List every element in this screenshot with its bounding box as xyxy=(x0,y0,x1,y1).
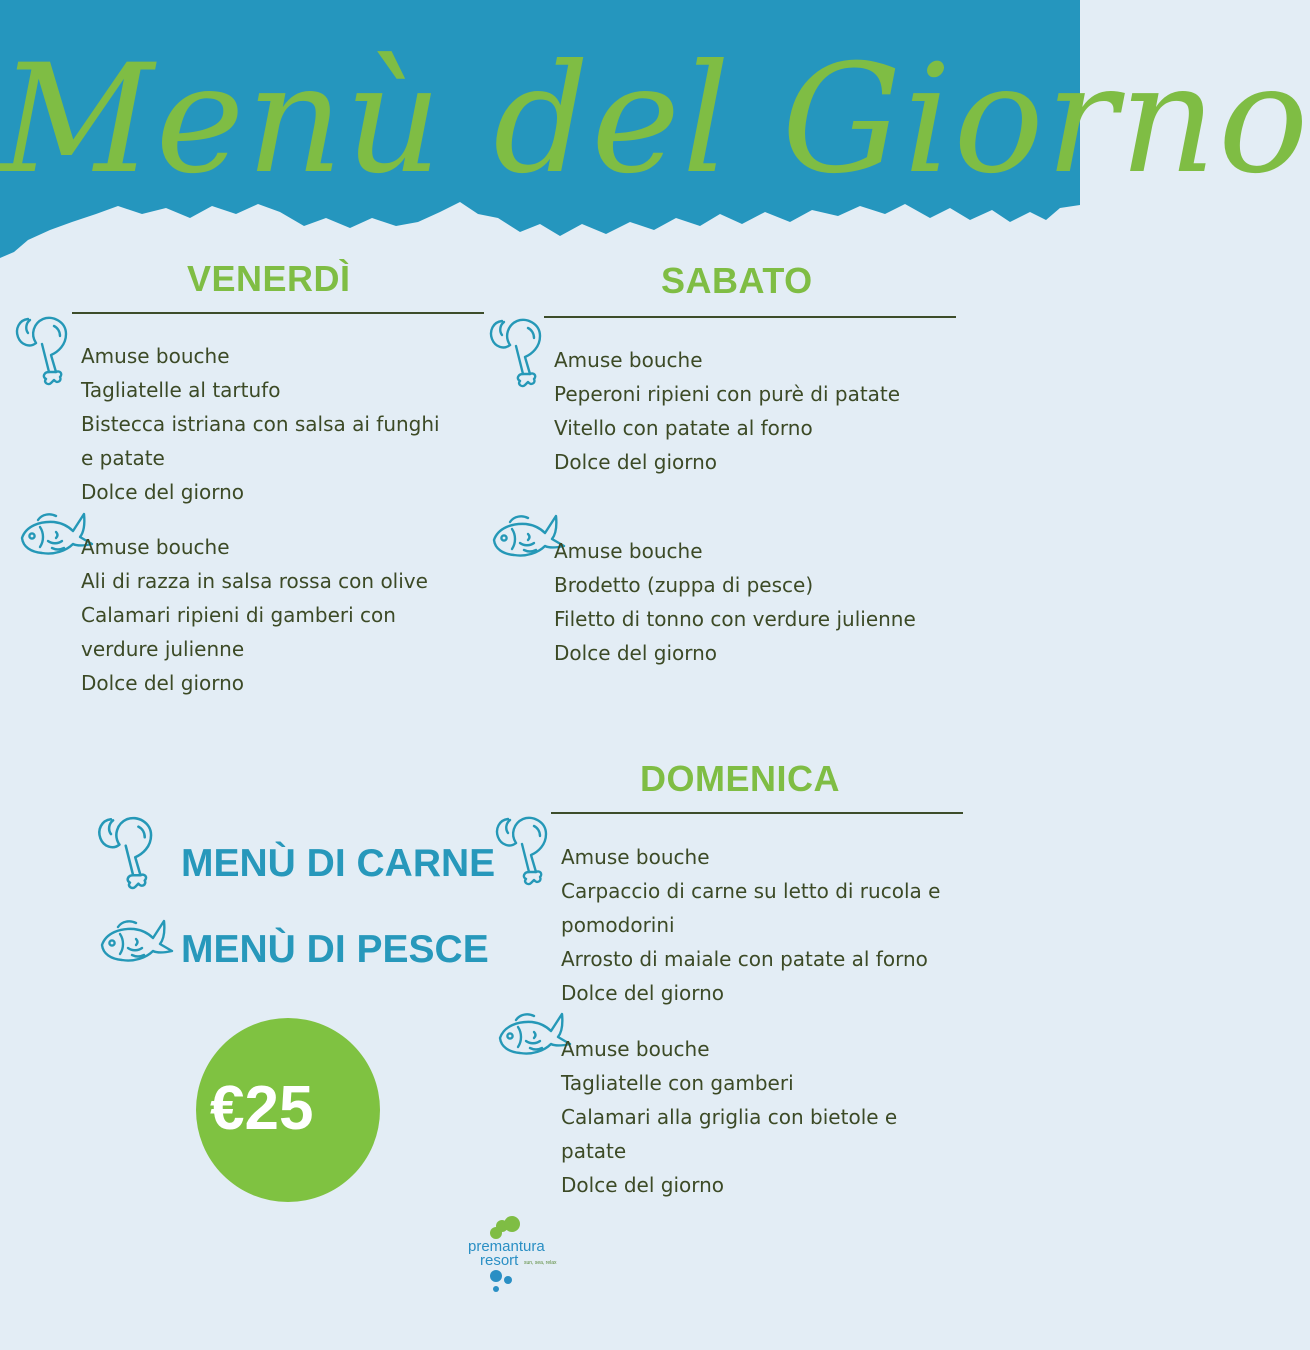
list-item: Amuse bouche xyxy=(81,535,230,559)
list-item: Brodetto (zuppa di pesce) xyxy=(554,573,814,597)
list-item: Amuse bouche xyxy=(554,348,703,372)
sabato-fish-list xyxy=(554,534,916,670)
list-item: verdure julienne xyxy=(81,637,245,661)
list-item: patate xyxy=(561,1139,627,1163)
fish-icon xyxy=(98,914,174,970)
domenica-fish-list xyxy=(561,1032,897,1202)
price-label: €25 xyxy=(210,1074,314,1143)
list-item: Amuse bouche xyxy=(561,845,710,869)
list-item: Peperoni ripieni con purè di patate xyxy=(554,382,901,406)
list-item: Dolce del giorno xyxy=(554,450,718,474)
list-item: Filetto di tonno con verdure julienne xyxy=(554,607,916,631)
logo-tagline: sun, sea, relax xyxy=(524,1260,557,1266)
list-item: Tagliatelle con gamberi xyxy=(561,1071,794,1095)
chicken-leg-icon xyxy=(14,314,80,386)
sabato-meat-list xyxy=(554,343,900,479)
list-item: Calamari alla griglia con bietole e xyxy=(561,1105,898,1129)
list-item: Ali di razza in salsa rossa con olive xyxy=(81,569,428,593)
page-title: Menù del Giorno xyxy=(0,33,1310,207)
domenica-meat-list xyxy=(561,840,940,1010)
logo-name: premantura xyxy=(468,1238,545,1255)
resort-logo xyxy=(466,1216,566,1300)
venerdi-title: VENERDÌ xyxy=(187,258,351,299)
list-item: Calamari ripieni di gamberi con xyxy=(81,603,396,627)
chicken-leg-icon xyxy=(96,814,166,890)
list-item: Dolce del giorno xyxy=(561,981,725,1005)
list-item: Arrosto di maiale con patate al forno xyxy=(561,947,928,971)
list-item: Vitello con patate al forno xyxy=(554,416,813,440)
list-item: e patate xyxy=(81,446,165,470)
list-item: Bistecca istriana con salsa ai funghi xyxy=(81,412,440,436)
venerdi-divider xyxy=(72,312,484,314)
logo-subname: resort xyxy=(480,1252,519,1269)
chicken-leg-icon xyxy=(488,316,554,388)
list-item: Amuse bouche xyxy=(81,344,230,368)
list-item: pomodorini xyxy=(561,913,675,937)
list-item: Dolce del giorno xyxy=(81,480,245,504)
list-item: Amuse bouche xyxy=(554,539,703,563)
list-item: Tagliatelle al tartufo xyxy=(81,378,281,402)
venerdi-fish-list xyxy=(81,530,428,700)
list-item: Amuse bouche xyxy=(561,1037,710,1061)
meat-menu-label: MENÙ DI CARNE xyxy=(181,842,496,885)
sabato-title: SABATO xyxy=(661,260,813,301)
list-item: Dolce del giorno xyxy=(561,1173,725,1197)
list-item: Dolce del giorno xyxy=(554,641,718,665)
list-item: Carpaccio di carne su letto di rucola e xyxy=(561,879,941,903)
sabato-divider xyxy=(544,316,956,318)
fish-menu-label: MENÙ DI PESCE xyxy=(181,928,489,971)
venerdi-meat-list xyxy=(81,339,440,509)
domenica-divider xyxy=(551,812,963,814)
chicken-leg-icon xyxy=(494,814,560,886)
domenica-title: DOMENICA xyxy=(640,758,840,799)
list-item: Dolce del giorno xyxy=(81,671,245,695)
